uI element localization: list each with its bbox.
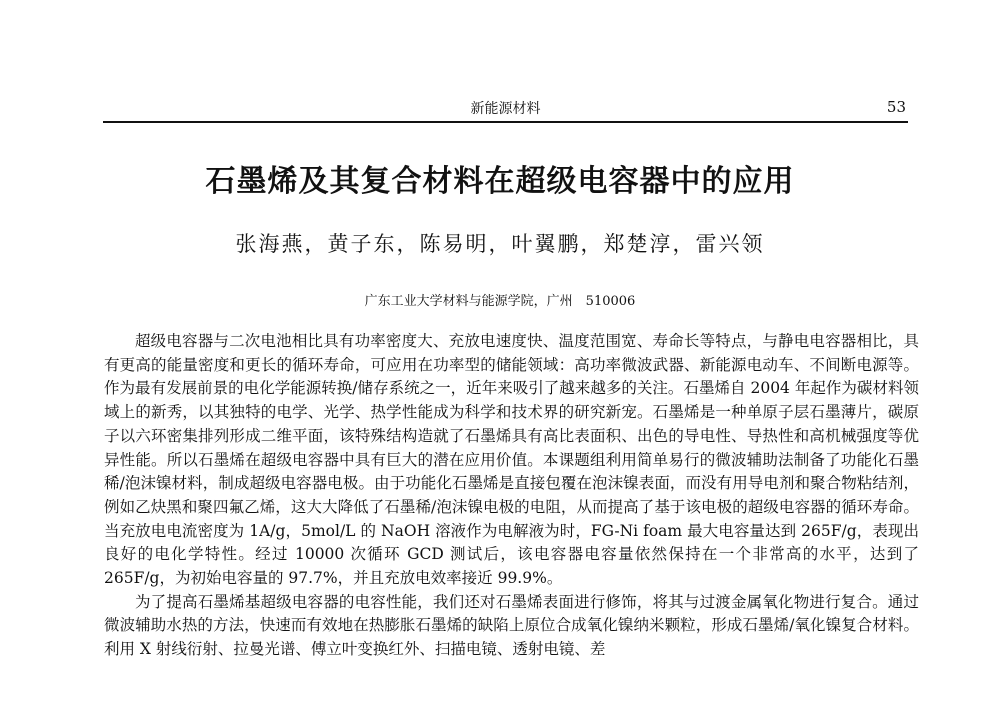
abstract-body [104,330,919,662]
header-rule [103,121,908,123]
running-header [103,96,908,118]
paper-title: 石墨烯及其复合材料在超级电容器中的应用 [205,164,795,199]
paragraph: 超级电容器与二次电池相比具有功率密度大、充放电速度快、温度范围宽、寿命长等特点，与静电电容器相比，具有更高的能量密度和更长的循环寿命，可应用在功率型的储能领域：高功率微波武器、新能源电动车、不间断电源等。作为最有发展前景的电化学能源转换/储存系统之一，近年来吸引了越来越多的关注。石墨烯自 2004 年起作为碳材料领域上的新秀，以其独特的电学、光学、热学性能成为科学和技术界的研究新宠。石墨烯是一种单原子层石墨薄片，碳原子以六环密集排列形成二维平面，该特殊结构造就了石墨烯具有高比表面积、出色的导电性、导热性和高机械强度等优异性能。所以石墨烯在超级电容器中具有巨大的潜在应用价值。本课题组利用简单易行的微波辅助法制备了功能化石墨稀/泡沫镍材料，制成超级电容器电极。由于功能化石墨烯是直接包覆在泡沫镍表面，而没有用导电剂和聚合物粘结剂，例如乙炔黑和聚四氟乙烯，这大大降低了石墨稀/泡沫镍电极的电阻，从而提高了基于该电极的超级电容器的循环寿命。当充放电电流密度为 1A/g，5mol/L 的 NaOH 溶液作为电解液为时，FG-Ni foam 最大电容量达到 265F/g，表现出良好的电化学特性。经过 10000 次循环 GCD 测试后，该电容器电容量依然保持在一个非常高的水平，达到了 265F/g，为初始电容量的 97.7%，并且充放电效率接近 99.9%。 [104,332,919,588]
author-list: 张海燕，黄子东，陈易明，叶翼鹏，郑楚淳，雷兴领 [235,232,765,256]
paragraph: 为了提高石墨烯基超级电容器的电容性能，我们还对石墨烯表面进行修饰，将其与过渡金属氧化物进行复合。通过微波辅助水热的方法，快速而有效地在热膨胀石墨烯的缺陷上原位合成氧化镍纳米颗粒，形成石墨烯/氧化镍复合材料。利用 X 射线衍射、拉曼光谱、傅立叶变换红外、扫描电镜、透射电镜、差 [104,592,919,659]
page-number: 53 [886,98,906,116]
journal-section-name: 新能源材料 [470,101,541,117]
affiliation: 广东工业大学材料与能源学院，广州 510006 [364,294,636,309]
